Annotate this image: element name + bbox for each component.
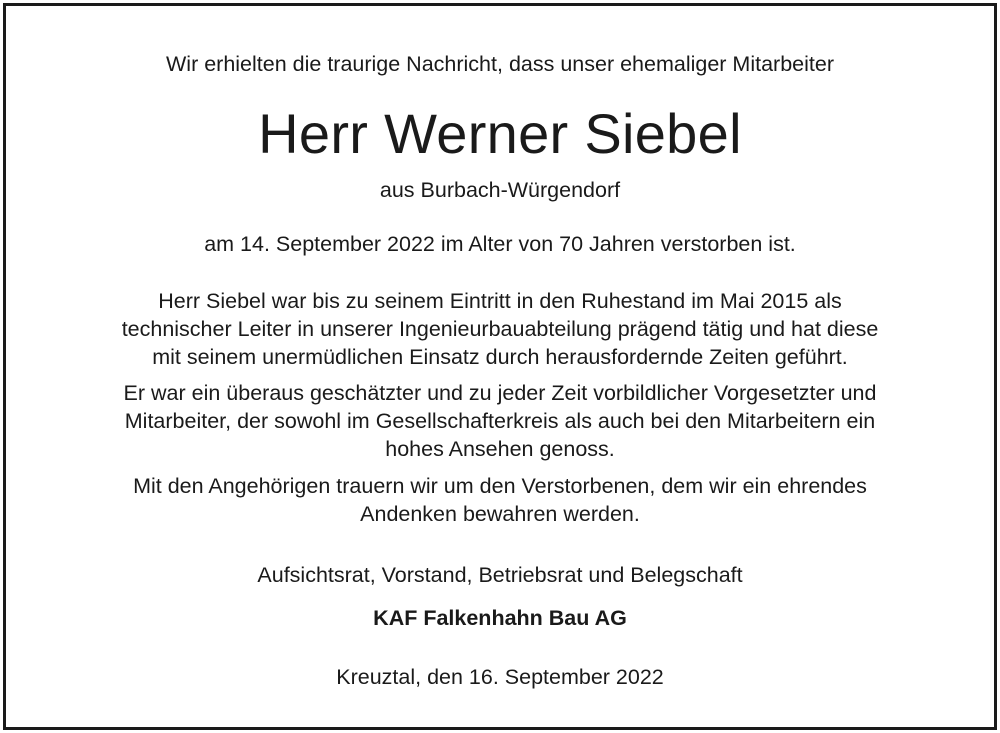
paragraph-line: Andenken bewahren werden. — [360, 502, 640, 526]
paragraph-line: mit seinem unermüdlichen Einsatz durch herausfordernde Zeiten geführt. — [152, 345, 848, 369]
paragraph-line: hohes Ansehen genoss. — [385, 437, 615, 461]
signers-text: Aufsichtsrat, Vorstand, Betriebsrat und Belegschaft — [257, 563, 743, 587]
obituary-notice — [6, 6, 994, 727]
company-name: KAF Falkenhahn Bau AG — [373, 606, 627, 630]
deceased-name: Herr Werner Siebel — [258, 102, 742, 165]
paragraph-line: technischer Leiter in unserer Ingenieurbauabteilung prägend tätig und hat diese — [121, 317, 879, 341]
career-paragraph — [46, 287, 954, 371]
tribute-paragraph — [46, 379, 954, 463]
place-date-text: Kreuztal, den 16. September 2022 — [336, 665, 664, 689]
paragraph-line: Mitarbeiter, der sowohl im Gesellschafterkreis als auch bei den Mitarbeitern ein — [124, 409, 876, 433]
obituary-frame — [3, 3, 997, 730]
intro-text: Wir erhielten die traurige Nachricht, dass unser ehemaliger Mitarbeiter — [166, 52, 834, 76]
paragraph-line: Er war ein überaus geschätzter und zu jeder Zeit vorbildlicher Vorgesetzter und — [123, 381, 877, 405]
paragraph-line: Mit den Angehörigen trauern wir um den Verstorbenen, dem wir ein ehrendes — [133, 474, 867, 498]
death-date-text: am 14. September 2022 im Alter von 70 Jahren verstorben ist. — [204, 232, 796, 256]
paragraph-line: Herr Siebel war bis zu seinem Eintritt in den Ruhestand im Mai 2015 als — [158, 289, 842, 313]
condolence-paragraph — [46, 472, 954, 528]
origin-text: aus Burbach-Würgendorf — [379, 178, 621, 202]
